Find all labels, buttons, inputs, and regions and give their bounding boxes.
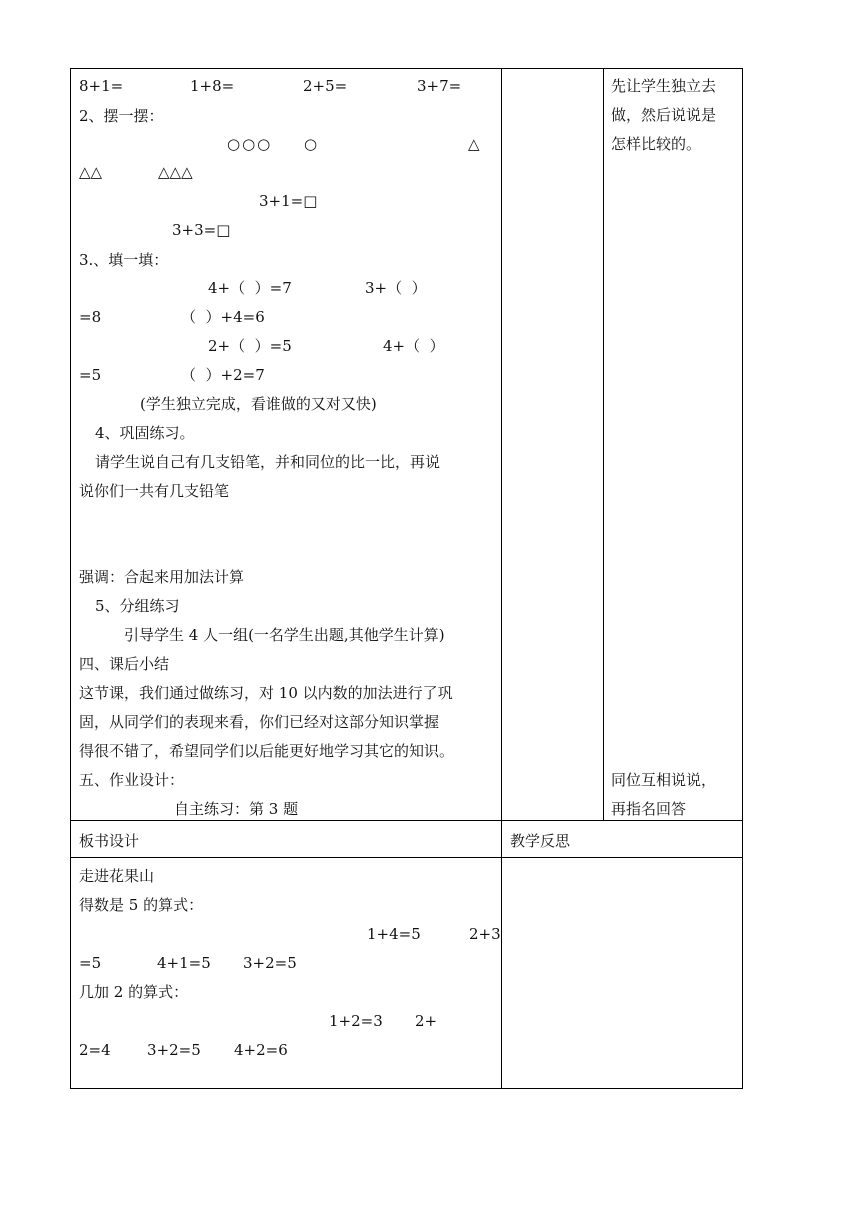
- board-eq-1plus2: 1+2=3: [329, 1012, 383, 1030]
- section-homework-heading: 五、作业设计：: [79, 771, 185, 789]
- homework-text: 自主练习：第 3 题: [174, 800, 299, 818]
- fill-4plus-blank: 4+（ ）: [383, 337, 445, 355]
- section-group-heading: 5、分组练习: [95, 597, 180, 615]
- board-eq-4plus2: 4+2=6: [234, 1041, 288, 1059]
- note-line-2: 做，然后说说是: [611, 106, 717, 124]
- fill-blank-plus4-6: （ ）+4=6: [181, 308, 265, 326]
- practice-text-line1: 请学生说自己有几支铅笔，并和同位的比一比，再说: [95, 453, 441, 471]
- summary-text-line2: 固，从同学们的表现来看，你们已经对这部分知识掌握: [79, 713, 440, 731]
- triangles-group-three: △△△: [158, 163, 193, 181]
- board-eq-2plus3-end: =5: [79, 954, 102, 972]
- triangles-group-two: △△: [79, 163, 103, 181]
- table-border-left: [70, 68, 71, 1089]
- emphasis-addition: 强调：合起来用加法计算: [79, 568, 245, 586]
- fill-3plus-blank: 3+（ ）: [365, 279, 427, 297]
- equation-3plus3-box: 3+3=□: [172, 221, 231, 239]
- column-divider-note: [603, 68, 604, 820]
- reflection-header: 教学反思: [510, 832, 571, 850]
- exercise-8plus1: 8+1=: [79, 77, 124, 95]
- section-arrange-heading: 2、摆一摆：: [79, 107, 164, 125]
- note-line-1: 先让学生独立去: [611, 77, 717, 95]
- table-border-right: [742, 68, 743, 1089]
- row-divider-headers-top: [70, 820, 743, 821]
- note-line-5: 再指名回答: [611, 800, 687, 818]
- section-summary-heading: 四、课后小结: [79, 655, 170, 673]
- summary-text-line3: 得很不错了，希望同学们以后能更好地学习其它的知识。: [79, 742, 455, 760]
- circles-group-three: ○○○: [227, 135, 273, 153]
- board-design-header: 板书设计: [79, 832, 140, 850]
- board-eq-4plus1: 4+1=5: [157, 954, 211, 972]
- section-practice-heading: 4、巩固练习。: [95, 424, 195, 442]
- equation-3plus1-box: 3+1=□: [259, 192, 318, 210]
- note-line-3: 怎样比较的。: [611, 135, 702, 153]
- triangle-single: △: [468, 135, 480, 153]
- group-practice-text: 引导学生 4 人一组(一名学生出题,其他学生计算): [124, 626, 445, 644]
- fill-equals-8: =8: [79, 308, 102, 326]
- section-fill-heading: 3.、填一填：: [79, 251, 169, 269]
- fill-4plus-blank-7: 4+（ ）=7: [208, 279, 292, 297]
- summary-text-line1: 这节课，我们通过做练习，对 10 以内数的加法进行了巩: [79, 684, 453, 702]
- fill-equals-5: =5: [79, 366, 102, 384]
- row-divider-headers-bottom: [70, 857, 743, 858]
- board-eq-1plus4: 1+4=5: [367, 925, 421, 943]
- note-line-4: 同位互相说说，: [611, 771, 717, 789]
- fill-2plus-blank-5: 2+（ ）=5: [208, 337, 292, 355]
- board-eq-3plus2: 3+2=5: [243, 954, 297, 972]
- table-border-bottom: [70, 1088, 743, 1089]
- column-divider-main: [501, 68, 502, 1089]
- board-eq-2plus2-end: 2=4: [79, 1041, 111, 1059]
- exercise-3plus7: 3+7=: [417, 77, 462, 95]
- circle-single: ○: [304, 135, 318, 153]
- exercise-1plus8: 1+8=: [190, 77, 235, 95]
- instruction-independent: (学生独立完成，看谁做的又对又快): [140, 395, 377, 413]
- board-eq-2plus3-start: 2+3: [469, 925, 501, 943]
- board-title: 走进花果山: [79, 867, 155, 885]
- board-eq-2plus2-start: 2+: [415, 1012, 438, 1030]
- board-plus2-heading: 几加 2 的算式：: [79, 983, 189, 1001]
- board-sum5-heading: 得数是 5 的算式：: [79, 896, 204, 914]
- practice-text-line2: 说你们一共有几支铅笔: [79, 482, 230, 500]
- table-border-top: [70, 68, 743, 69]
- fill-blank-plus2-7: （ ）+2=7: [181, 366, 265, 384]
- exercise-2plus5: 2+5=: [303, 77, 348, 95]
- board-eq-3plus2-b: 3+2=5: [147, 1041, 201, 1059]
